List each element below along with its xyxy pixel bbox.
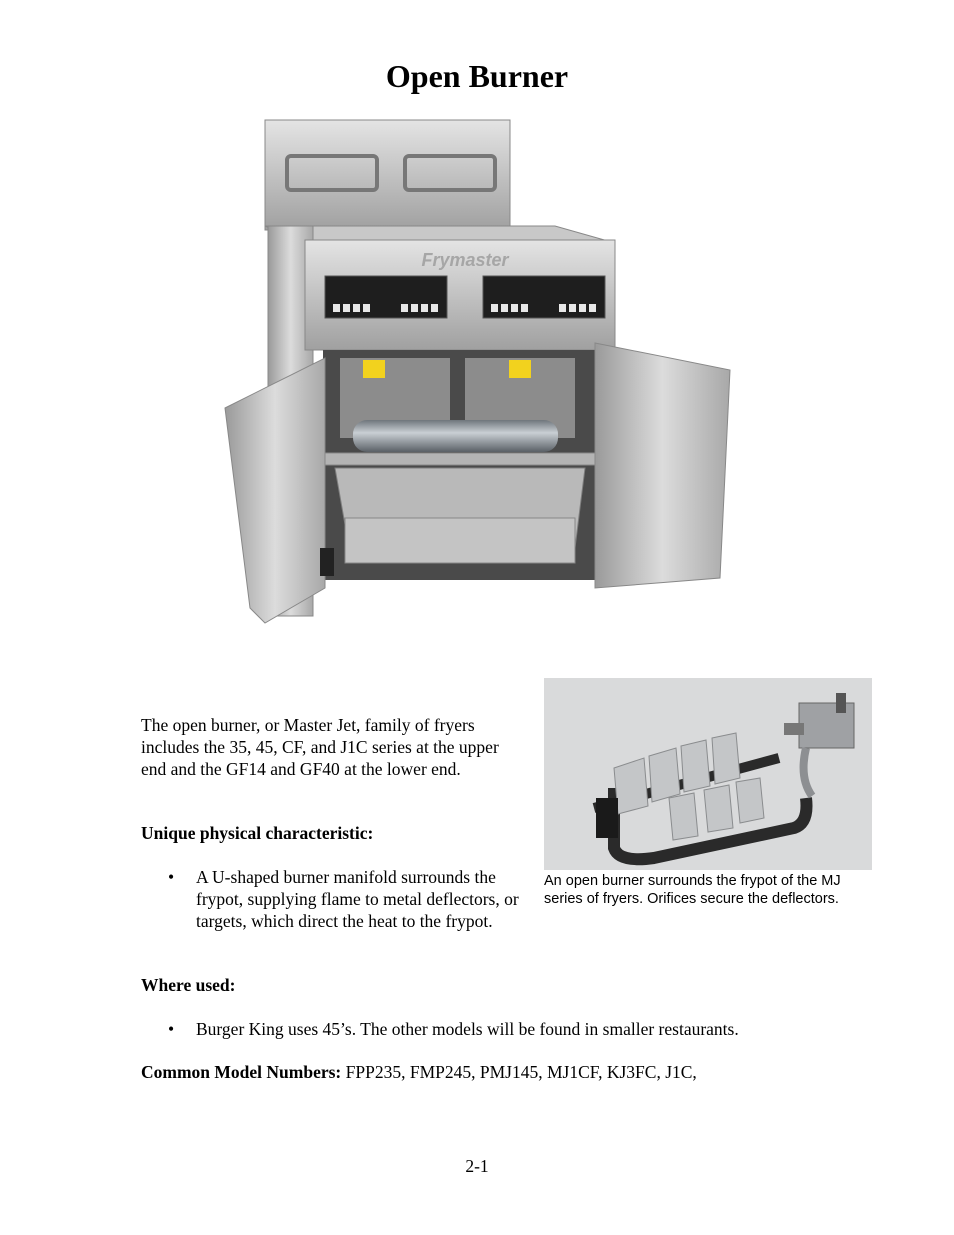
page-number: 2-1 <box>465 1156 489 1176</box>
fryer-brand-logo: Frymaster <box>421 250 509 270</box>
page-title: Open Burner <box>385 58 569 94</box>
unique-characteristic-text: A U-shaped burner manifold surrounds the frypot, supplying flame to metal deflectors, or targets, which direct the heat to the frypot. <box>196 867 519 931</box>
where-used-heading: Where used: <box>141 975 236 995</box>
where-used-text: Burger King uses 45’s. The other models will be found in smaller restaurants. <box>196 1019 739 1039</box>
intro-paragraph: The open burner, or Master Jet, family of fryers includes the 35, 45, CF, and J1C series at the upper end and the GF14 and GF40 at the lower end. <box>141 715 499 779</box>
burner-photo-caption: An open burner surrounds the frypot of the MJ series of fryers. Orifices secure the deflectors. <box>544 873 841 907</box>
burner-manifold-photo <box>544 678 872 870</box>
bullet-icon: • <box>168 867 175 887</box>
models-label: Common Model Numbers: <box>141 1062 342 1082</box>
common-model-numbers <box>141 1061 697 1083</box>
models-value: FPP235, FMP245, PMJ145, MJ1CF, KJ3FC, J1C, <box>341 1062 697 1082</box>
bullet-icon: • <box>168 1019 175 1039</box>
unique-characteristic-heading: Unique physical characteristic: <box>141 823 374 843</box>
fryer-photo <box>165 108 765 648</box>
